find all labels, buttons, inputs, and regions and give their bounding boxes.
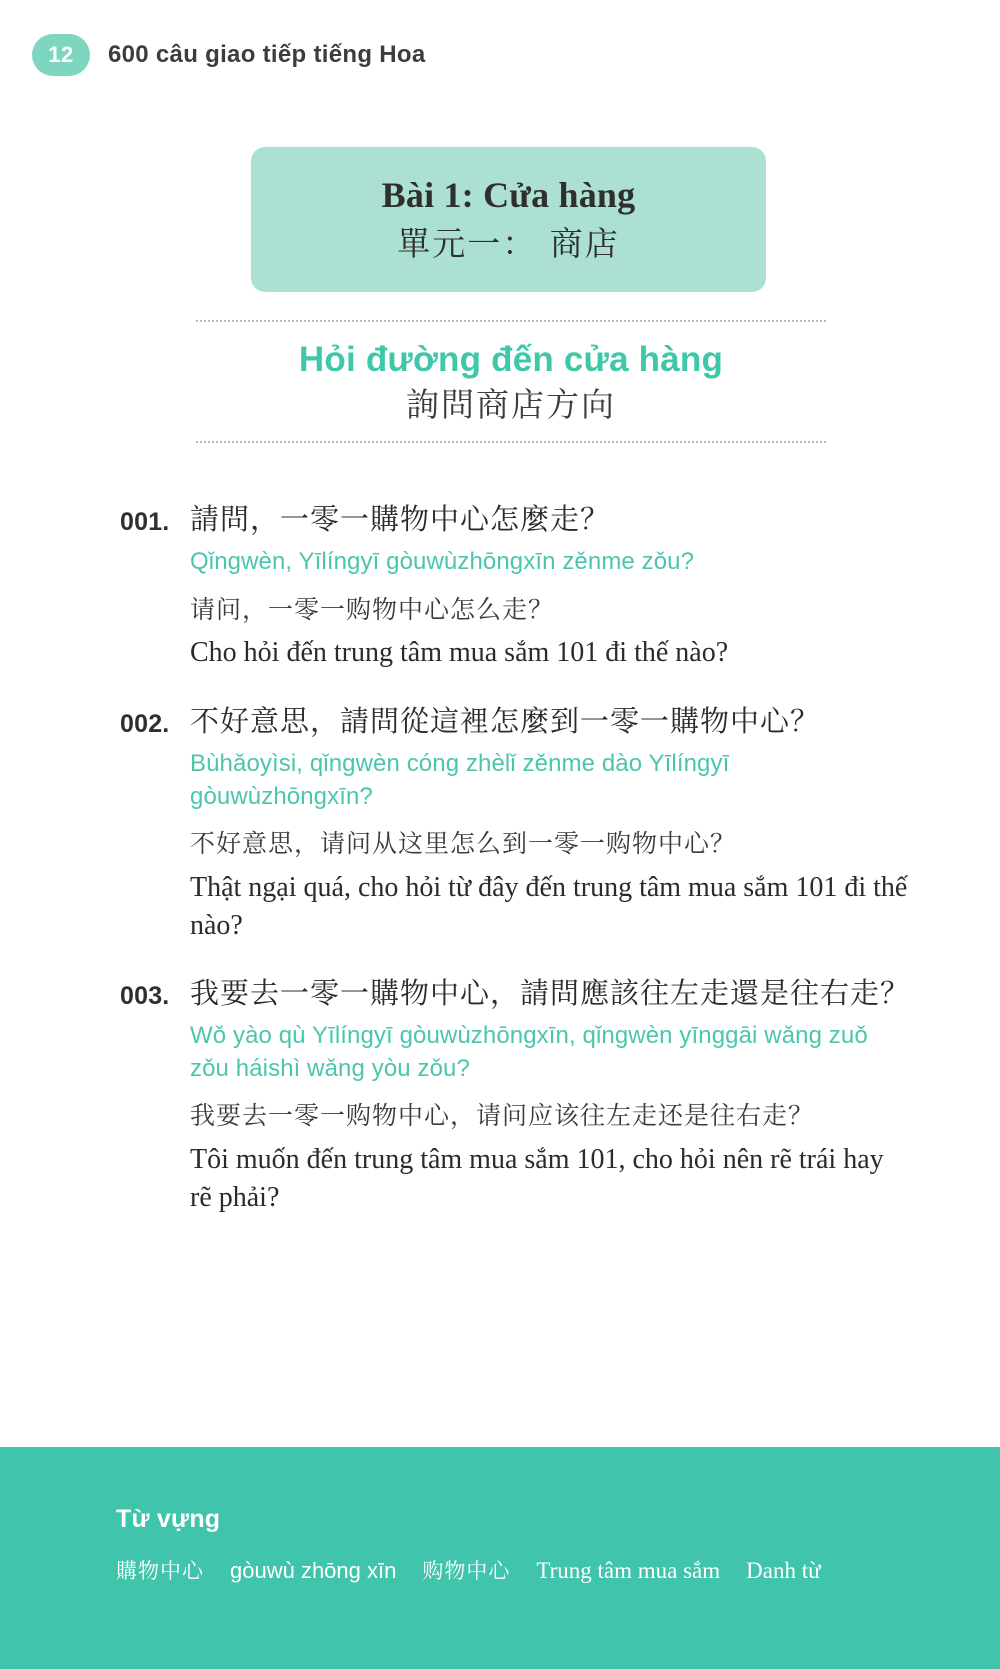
entry-vietnamese: Thật ngại quá, cho hỏi từ đây đến trung tâm mua sắm 101 đi thế nào? [190, 871, 908, 941]
phrase-list [120, 500, 910, 1247]
entry-number: 001. [120, 508, 170, 536]
vocabulary-footer [0, 1447, 1000, 1669]
vocabulary-row [116, 1555, 821, 1585]
entry-simplified: 不好意思，请问从这里怎么到一零一购物中心？ [190, 829, 737, 858]
section-heading-chinese: 詢問商店方向 [406, 384, 616, 424]
entry-simplified: 请问，一零一购物中心怎么走？ [190, 594, 555, 624]
vocabulary-simplified: 购物中心 [422, 1559, 511, 1583]
page-number-badge: 12 [32, 34, 90, 76]
lesson-title-banner [251, 147, 766, 292]
lesson-title-vietnamese: Bài 1: Cửa hàng [381, 175, 636, 215]
page-header [32, 34, 426, 76]
lesson-title-chinese: 單元一： 商店 [397, 224, 620, 263]
vocabulary-vietnamese: Trung tâm mua sắm [536, 1558, 721, 1583]
list-item [120, 702, 910, 944]
vocabulary-title: Từ vựng [116, 1505, 221, 1533]
entry-number: 003. [120, 982, 170, 1011]
entry-pinyin: Wǒ yào qù Yīlíngyī gòuwùzhōngxīn, qǐngwèn yīnggāi wǎng zuǒ zǒu háishì wǎng yòu zǒu? [190, 1022, 868, 1082]
list-item [120, 500, 910, 672]
entry-vietnamese: Tôi muốn đến trung tâm mua sắm 101, cho hỏi nên rẽ trái hay rẽ phải? [190, 1144, 884, 1213]
entry-traditional: 不好意思，請問從這裡怎麼到一零一購物中心？ [190, 704, 821, 739]
list-item [120, 974, 910, 1216]
entry-traditional: 請問，一零一購物中心怎麼走？ [190, 502, 611, 536]
entry-body [190, 702, 910, 944]
entry-traditional: 我要去一零一購物中心，請問應該往左走還是往右走？ [190, 976, 911, 1011]
entry-pinyin: Qǐngwèn, Yīlíngyī gòuwùzhōngxīn zěnme zǒu? [190, 548, 695, 576]
vocabulary-pinyin: gòuwù zhōng xīn [230, 1558, 397, 1583]
section-heading [196, 320, 826, 443]
section-heading-vietnamese: Hỏi đường đến cửa hàng [298, 340, 724, 379]
book-title: 600 câu giao tiếp tiếng Hoa [108, 41, 426, 68]
vocabulary-traditional: 購物中心 [116, 1559, 204, 1583]
entry-pinyin: Bùhǎoyìsi, qǐngwèn cóng zhèlǐ zěnme dào Yīlíngyī gòuwùzhōngxīn? [190, 750, 730, 810]
vocabulary-word-type: Danh từ [746, 1558, 821, 1583]
entry-body [190, 500, 910, 672]
entry-simplified: 我要去一零一购物中心，请问应该往左走还是往右走？ [190, 1101, 815, 1131]
entry-vietnamese: Cho hỏi đến trung tâm mua sắm 101 đi thế nào? [190, 637, 729, 669]
entry-number: 002. [120, 710, 170, 739]
entry-body [190, 974, 910, 1216]
